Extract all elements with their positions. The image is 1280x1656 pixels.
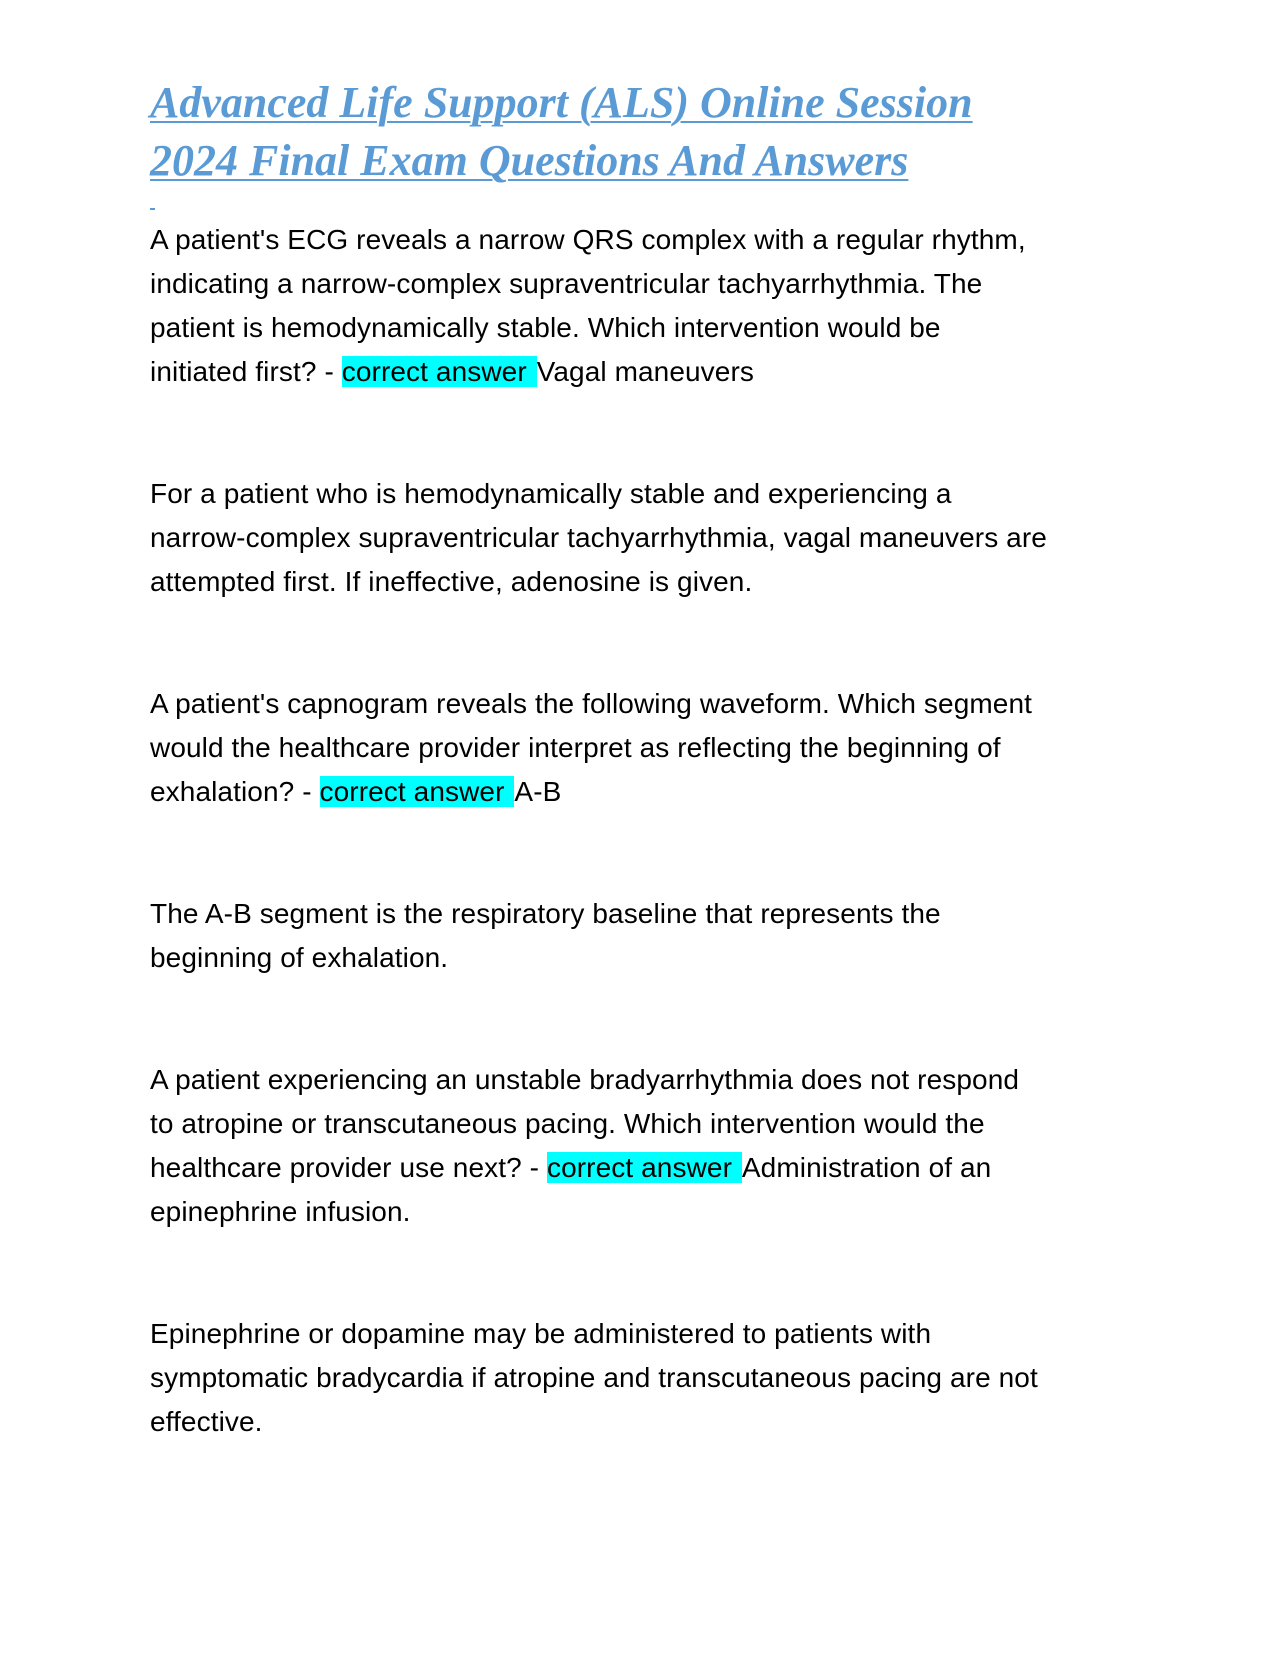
question-line: patient is hemodynamically stable. Which intervention would be [150,312,941,343]
question-line: indicating a narrow-complex supraventricular tachyarrhythmia. The [150,268,983,299]
question-line-text: exhalation? - [150,776,320,807]
question-answer-line [150,1146,1140,1190]
explanation-line: For a patient who is hemodynamically stable and experiencing a [150,478,952,509]
correct-answer-marker: correct answer [319,776,513,807]
question-3 [150,1058,1140,1234]
question-1 [150,218,1140,394]
explanation-line: Epinephrine or dopamine may be administered to patients with [150,1318,932,1349]
question-line: to atropine or transcutaneous pacing. Which intervention would the [150,1108,985,1139]
answer-text: Vagal maneuvers [536,356,754,387]
correct-answer-marker: correct answer [341,356,535,387]
question-line-text: healthcare provider use next? - [150,1152,547,1183]
question-line: A patient's ECG reveals a narrow QRS complex with a regular rhythm, [150,224,1026,255]
explanation-line: beginning of exhalation. [150,942,449,973]
explanation-2 [150,892,1140,980]
question-answer-line [150,770,1140,814]
explanation-line: symptomatic bradycardia if atropine and transcutaneous pacing are not [150,1362,1038,1393]
question-line: A patient's capnogram reveals the following waveform. Which segment [150,688,1033,719]
answer-text-continued: epinephrine infusion. [150,1196,411,1227]
question-answer-line [150,350,1140,394]
explanation-3 [150,1312,1140,1444]
question-2 [150,682,1140,814]
explanation-line: effective. [150,1406,263,1437]
question-line: A patient experiencing an unstable bradyarrhythmia does not respond [150,1064,1020,1095]
question-line: would the healthcare provider interpret as reflecting the beginning of [150,732,1001,763]
question-line-text: initiated first? - [150,356,342,387]
explanation-line: narrow-complex supraventricular tachyarrhythmia, vagal maneuvers are [150,522,1047,553]
correct-answer-marker: correct answer [546,1152,740,1183]
document-title-link[interactable] [150,74,1150,190]
explanation-line: The A-B segment is the respiratory baseline that represents the [150,898,941,929]
answer-text: Administration of an [741,1152,992,1183]
answer-text: A-B [514,776,562,807]
title-underline-remnant [150,208,155,210]
explanation-1 [150,472,1140,604]
title-line-1: Advanced Life Support (ALS) Online Session [150,78,973,127]
explanation-line: attempted first. If ineffective, adenosine is given. [150,566,753,597]
title-line-2: 2024 Final Exam Questions And Answers [150,136,909,185]
